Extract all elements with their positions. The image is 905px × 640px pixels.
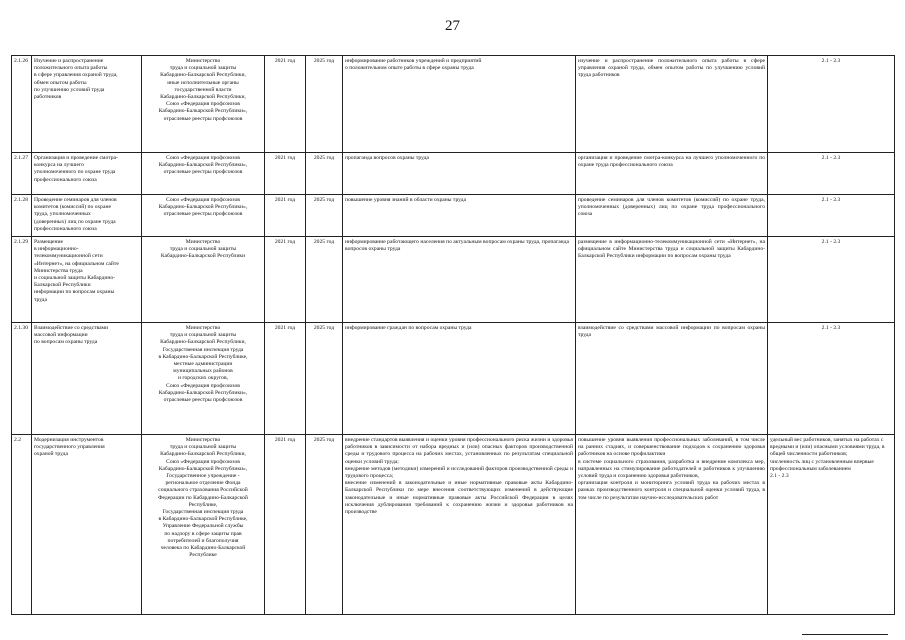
end-year: 2025 год (306, 56, 343, 153)
start-year: 2021 год (265, 323, 306, 435)
end-year: 2025 год (306, 195, 343, 237)
expected-result: внедрение стандартов выявления и оценки уровня профессионального риска жизни и здоровья работников в зависимости от набора вредных и (или) опасных факторов производственной среды и трудового процесса на рабочих местах, установленных по результатам специальной оценки условий труда; внедрение методов (методики) измерений и исследований факторов производственной среды и трудового процесса; внесение изменений в законодательные и иные нормативные правовые акты Кабардино-Балкарской Республики по мере внесения соответствующих изменений в действующие законодательные и иные нормативные правовые акты Российской Федерации в целях исключения дублирования требований к сохранению жизни и здоровья работников на производстве (343, 435, 576, 615)
measure-name: Проведение семинаров для членов комитетов (комиссий) по охране труда, уполномоченных (доверенных) лиц по охране труда профессионального союза (32, 195, 142, 237)
end-year: 2025 год (306, 237, 343, 323)
table-row (12, 195, 895, 237)
expected-result: пропаганда вопросов охраны труда (343, 153, 576, 195)
row-number: 2.2 (12, 435, 32, 615)
start-year: 2021 год (265, 56, 306, 153)
row-number: 2.1.29 (12, 237, 32, 323)
executors: Министерство труда и социальной защиты Кабардино-Балкарской Республики, Союз «Федерация профсоюзов Кабардино-Балкарской Республики», Государственное учреждение - региональное отделение Фонда социального страхования Российской Федерации по Кабардино-Балкарской Республике, Государственная инспекция труда в Кабардино-Балкарской Республике, Управление Федеральной службы по надзору в сфере защиты прав потребителей и благополучия человека по Кабардино-Балкарской Республике (142, 435, 265, 615)
expected-result: повышение уровня знаний в области охраны труда (343, 195, 576, 237)
row-number: 2.1.27 (12, 153, 32, 195)
executors: Министерство труда и социальной защиты Кабардино-Балкарской Республики, Государственная инспекция труда в Кабардино-Балкарской Республике, местные администрации муниципальных районов и городских округов, Союз «Федерация профсоюзов Кабардино-Балкарской Республики», отраслевые реестры профсоюзов (142, 323, 265, 435)
row-number: 2.1.30 (12, 323, 32, 435)
end-year: 2025 год (306, 323, 343, 435)
executors: Министерство труда и социальной защиты Кабардино-Балкарской Республики (142, 237, 265, 323)
table-row (12, 237, 895, 323)
page-number: 27 (445, 18, 460, 34)
row-number: 2.1.26 (12, 56, 32, 153)
effect: изучение и распространение положительного опыта работы в сфере управления охраной труда, обмен опытом работы по улучшению условий труда работников (576, 56, 768, 153)
expected-result: информирование граждан по вопросам охраны труда (343, 323, 576, 435)
indicators: удельный вес работников, занятых на работах с вредными и (или) опасными условиями труда, в общей численности работников; численность лиц с установленным впервые профессиональным заболеванием 2.1 - 2.3 (768, 435, 895, 615)
measures-table (11, 55, 895, 615)
measure-name: Размещение в информационно- телекоммуникационной сети «Интернет», на официальном сайте Министерства труда и социальной защиты Кабардино- Балкарской Республики информации по вопросам охраны труда (32, 237, 142, 323)
expected-result: информирование работников учреждений и предприятий о положительном опыте работы в сфере охраны труда (343, 56, 576, 153)
measure-name: Взаимодействие со средствами массовой информации по вопросам охраны труда (32, 323, 142, 435)
executors: Союз «Федерация профсоюзов Кабардино-Балкарской Республики», отраслевые реестры профсоюзов (142, 153, 265, 195)
start-year: 2021 год (265, 435, 306, 615)
footer-rule (802, 634, 888, 635)
table-row (12, 56, 895, 153)
end-year: 2025 год (306, 153, 343, 195)
effect: размещение в информационно-телекоммуникационной сети «Интернет», на официальном сайте Министерства труда и социальной защиты Кабардино-Балкарской Республики информации по вопросам охраны труда (576, 237, 768, 323)
start-year: 2021 год (265, 195, 306, 237)
indicators: 2.1 - 2.3 (768, 153, 895, 195)
table-row (12, 323, 895, 435)
start-year: 2021 год (265, 153, 306, 195)
indicators: 2.1 - 2.3 (768, 237, 895, 323)
measure-name: Изучение и распространение положительного опыта работы в сфере управления охраной труда, обмен опытом работы по улучшению условий труда работников (32, 56, 142, 153)
effect: взаимодействие со средствами массовой информации по вопросам охраны труда (576, 323, 768, 435)
effect: повышение уровня выявления профессиональных заболеваний, в том числе на ранних стадиях, и совершенствование подходов к сохранению здоровья работников на основе профилактики в системе социального страхования, разработка и внедрение комплекса мер, направленных на стимулирование работодателей и работников к улучшению условий труда и сохранению здоровья работников, организация контроля и мониторинга условий труда на рабочих местах в рамках производственного контроля и специальной оценки условий труда, в том числе по результатам научно-исследовательских работ (576, 435, 768, 615)
indicators: 2.1 - 2.3 (768, 56, 895, 153)
expected-result: информирование работающего населения по актуальным вопросам охраны труда, пропаганда вопросов охраны труда (343, 237, 576, 323)
effect: организация и проведение смотра-конкурса на лучшего уполномоченного по охране труда профессионального союза (576, 153, 768, 195)
table-row (12, 153, 895, 195)
table-row (12, 435, 895, 615)
measure-name: Организация и проведение смотра- конкурса на лучшего уполномоченного по охране труда профессионального союза (32, 153, 142, 195)
effect: проведение семинаров для членов комитетов (комиссий) по охране труда, уполномоченных (доверенных) лиц по охране труда профессионального союза (576, 195, 768, 237)
indicators: 2.1 - 2.3 (768, 195, 895, 237)
start-year: 2021 год (265, 237, 306, 323)
measure-name: Модернизация инструментов государственного управления охраной труда (32, 435, 142, 615)
executors: Союз «Федерация профсоюзов Кабардино-Балкарской Республики», отраслевые реестры профсоюзов (142, 195, 265, 237)
executors: Министерство труда и социальной защиты Кабардино-Балкарской Республики, иные исполнительные органы государственной власти Кабардино-Балкарской Республики, Союз «Федерация профсоюзов Кабардино-Балкарской Республики», отраслевые реестры профсоюзов (142, 56, 265, 153)
row-number: 2.1.28 (12, 195, 32, 237)
end-year: 2025 год (306, 435, 343, 615)
indicators: 2.1 - 2.3 (768, 323, 895, 435)
